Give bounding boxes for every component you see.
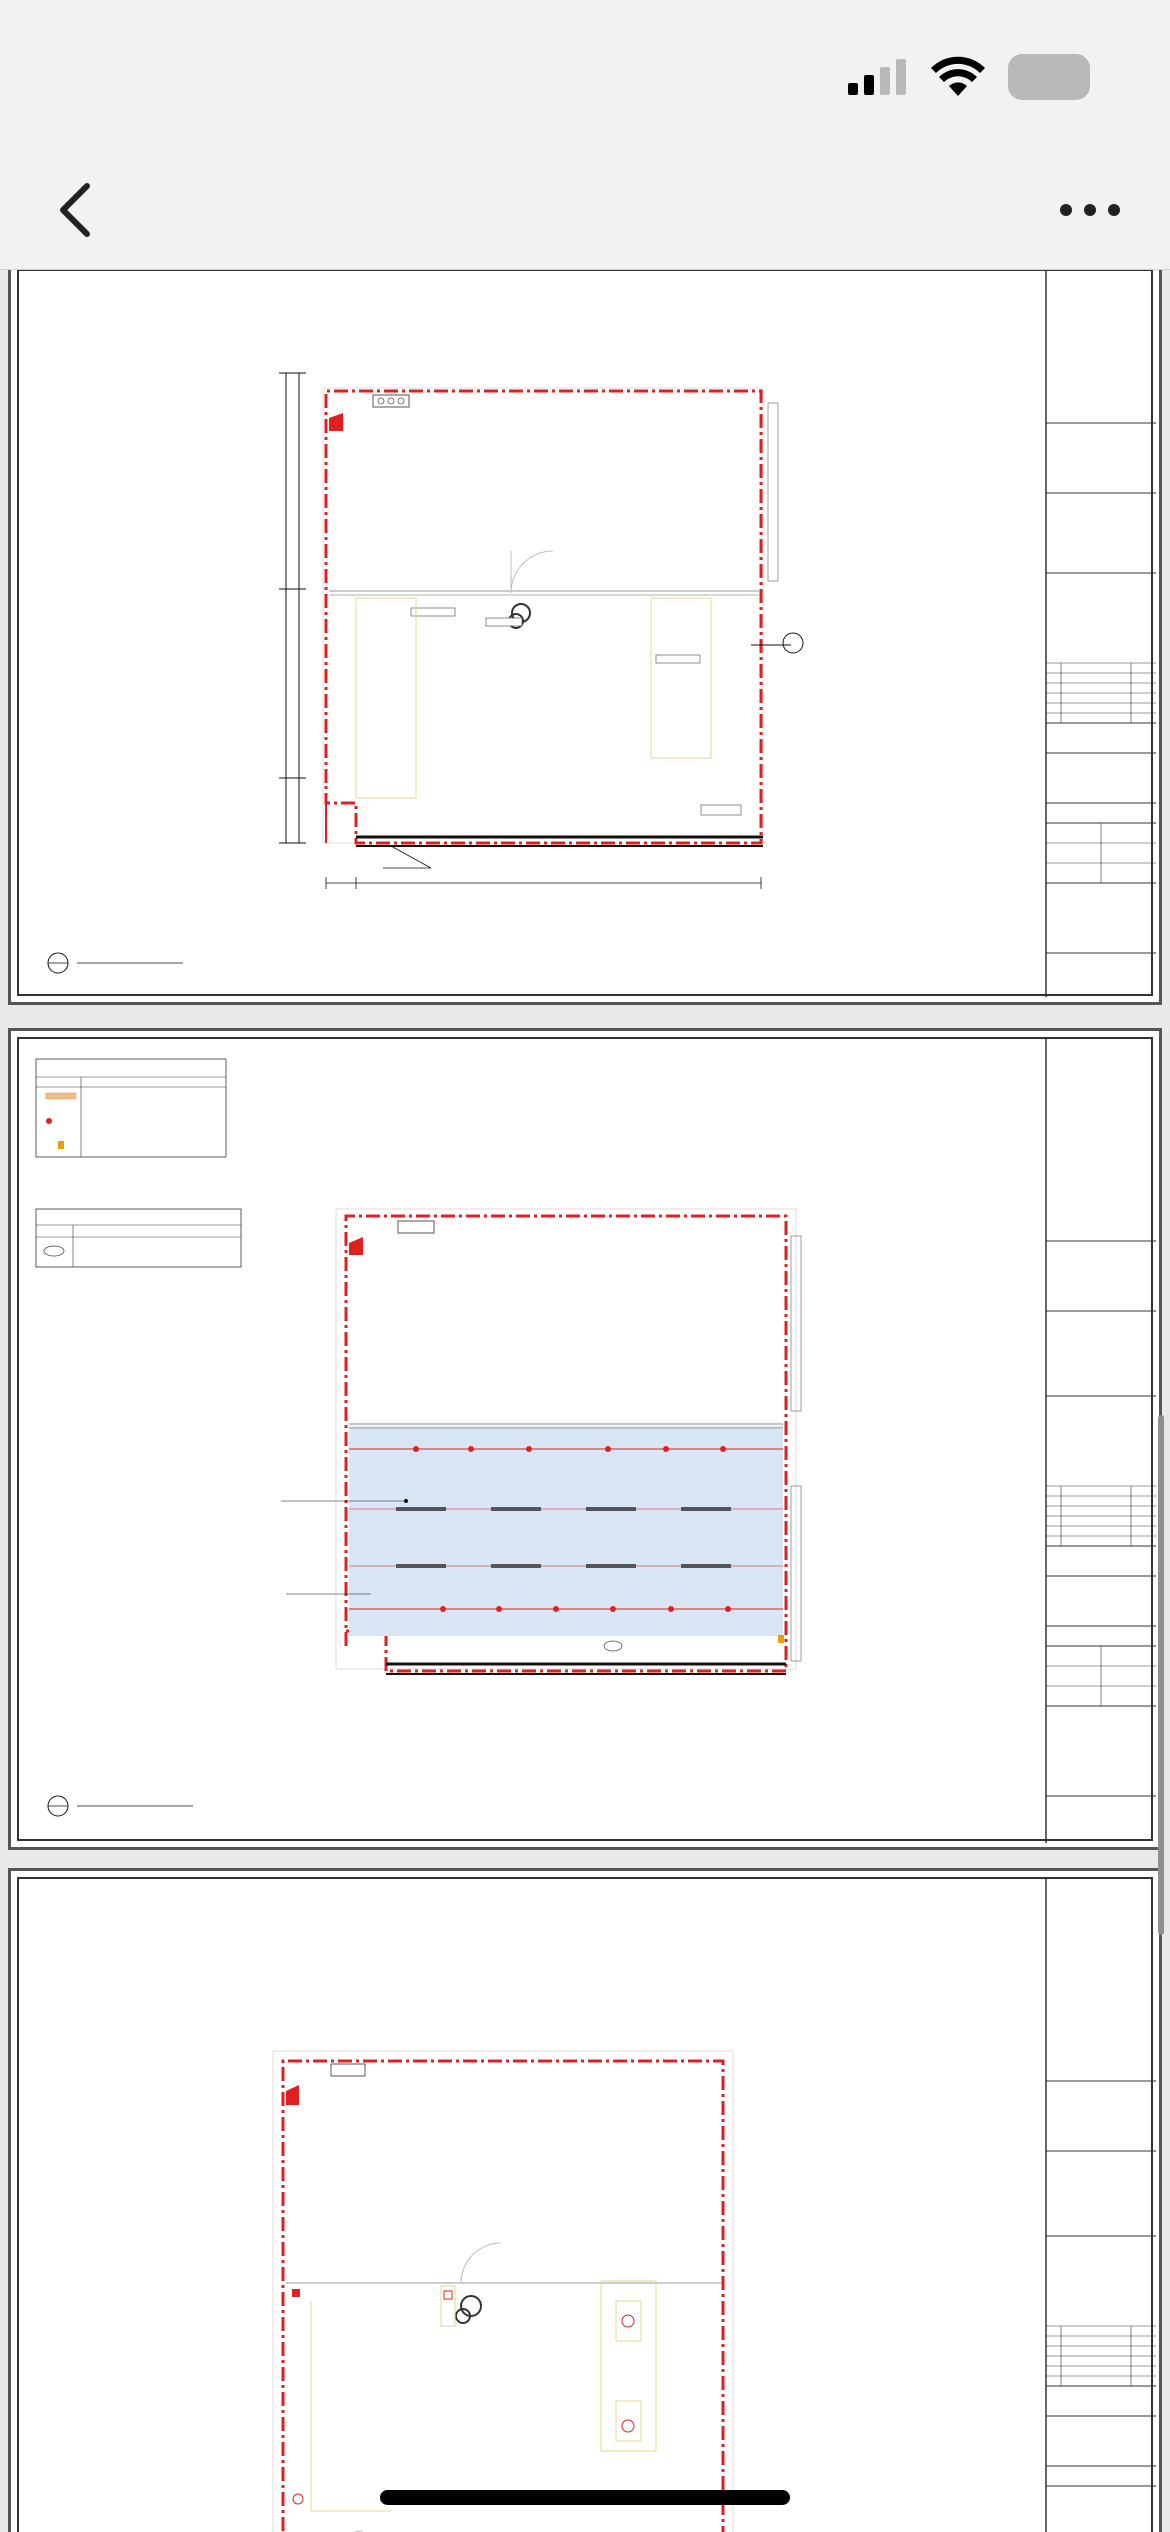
battery-icon [1008,54,1090,100]
layout-plan-drawing [11,270,1161,1003]
lighting-legend [36,1059,226,1157]
wifi-icon [930,56,986,98]
revision-table [1046,2326,1156,2386]
revision-table [1046,663,1156,723]
title-block [1046,1037,1156,1843]
revision-table [1046,1486,1156,1546]
title-block [1046,1877,1156,2532]
pdf-page-3 [8,1868,1162,2532]
home-indicator[interactable] [380,2490,790,2505]
pdf-page-2 [8,1028,1162,1850]
pdf-viewer[interactable] [0,270,1170,2532]
electrical-plan-drawing [11,1871,1161,2532]
status-bar [0,0,1170,150]
cellular-signal-icon [848,57,908,97]
chevron-left-icon [55,180,95,240]
more-options-button[interactable] [1050,180,1130,240]
document-nav-bar [0,150,1170,270]
title-fade [935,170,1025,250]
ellipsis-icon [1058,202,1122,218]
status-icons [848,52,1090,102]
ceiling-legend [36,1209,241,1267]
title-block [1046,270,1156,997]
ceiling-plan-drawing [11,1031,1161,1849]
scroll-indicator[interactable] [1158,1415,1164,1935]
pdf-page-1 [8,270,1162,1005]
back-button[interactable] [40,175,110,245]
